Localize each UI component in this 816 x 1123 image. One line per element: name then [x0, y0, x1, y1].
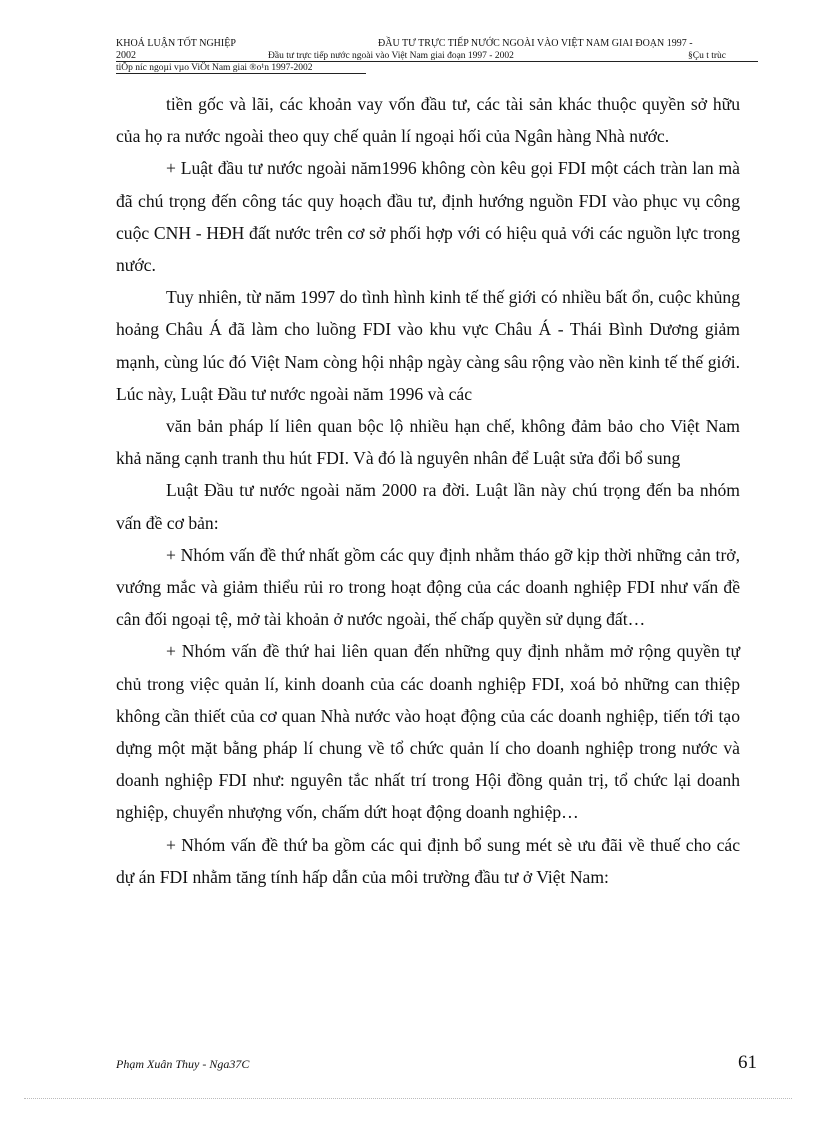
- page-bottom-divider: [24, 1098, 792, 1099]
- paragraph: Luật Đầu tư nước ngoài năm 2000 ra đời. Luật lần này chú trọng đến ba nhóm vấn đề cơ bản:: [116, 480, 740, 533]
- paragraph: + Nhóm vấn đề thứ hai liên quan đến những quy định nhằm mở rộng quyền tự chủ trong việc quản lí, kinh doanh của các doanh nghiệp FDI, xoá bỏ những can thiệp không cần thiết của cơ quan Nhà nước vào hoạt động của các doanh nghiệp, tiến tới tạo dựng một mặt bằng pháp lí chung về tổ chức quản lí cho doanh nghiệp trong nước và doanh nghiệp FDI như: nguyên tắc nhất trí trong Hội đồng quản trị, tổ chức lại doanh nghiệp, chuyển nhượng vốn, chấm dứt hoạt động doanh nghiệp…: [116, 641, 740, 823]
- header-row2-center: Đầu tư trực tiếp nước ngoài vào Việt Nam giai đoạn 1997 - 2002: [268, 51, 514, 61]
- footer-author: Phạm Xuân Thuy - Nga37C: [116, 1057, 250, 1071]
- paragraph: + Nhóm vấn đề thứ ba gồm các qui định bổ sung mét sè ưu đãi về thuế cho các dự án FDI nhằm tăng tính hấp dẫn của môi trường đầu tư ở Việt Nam:: [116, 834, 740, 887]
- paragraph: văn bản pháp lí liên quan bộc lộ nhiều hạn chế, không đảm bảo cho Việt Nam khả năng cạnh tranh thu hút FDI. Và đó là nguyên nhân để Luật sửa đổi bổ sung: [116, 416, 740, 469]
- header-right-title: ĐẦU TƯ TRỰC TIẾP NƯỚC NGOÀI VÀO VIỆT NAM GIAI ĐOẠN 1997 -: [378, 38, 693, 49]
- paragraph: Tuy nhiên, từ năm 1997 do tình hình kinh tế thế giới có nhiều bất ổn, cuộc khủng hoảng Châu Á đã làm cho luồng FDI vào khu vực Châu Á - Thái Bình Dương giảm mạnh, cùng lúc đó Việt Nam còng hội nhập ngày càng sâu rộng vào nền kinh tế thế giới. Lúc này, Luật Đầu tư nước ngoài năm 1996 và các: [116, 287, 740, 404]
- running-header: [116, 38, 758, 74]
- page-body: [116, 88, 740, 893]
- paragraph: + Nhóm vấn đề thứ nhất gồm các quy định nhằm tháo gỡ kịp thời những cản trở, vướng mắc và giảm thiểu rủi ro trong hoạt động của các doanh nghiệp FDI như vấn đề cân đối ngoại tệ, mở tài khoản ở nước ngoài, thế chấp quyền sử dụng đất…: [116, 544, 740, 630]
- header-row3: tiÕp níc ngoµi vµo ViÖt Nam giai ®o¹n 1997-2002: [116, 63, 313, 73]
- header-row2-right: §Çu t trùc: [688, 51, 726, 61]
- paragraph: tiền gốc và lãi, các khoản vay vốn đầu tư, các tài sản khác thuộc quyền sở hữu của họ ra nước ngoài theo quy chế quản lí ngoại hối của Ngân hàng Nhà nước.: [116, 94, 740, 147]
- header-row2-left: 2002: [116, 50, 136, 61]
- header-rule-2: [116, 73, 366, 74]
- header-row-3: [116, 62, 758, 74]
- header-row-2: [116, 50, 758, 62]
- page-number: 61: [738, 1052, 757, 1073]
- header-row-1: [116, 38, 758, 50]
- paragraph: + Luật đầu tư nước ngoài năm1996 không còn kêu gọi FDI một cách tràn lan mà đã chú trọng đến công tác quy hoạch đầu tư, định hướng nguồn FDI vào phục vụ công cuộc CNH - HĐH đất nước trên cơ sở phối hợp với có hiệu quả với các nguồn lực trong nước.: [116, 158, 740, 276]
- header-left-title: KHOÁ LUẬN TỐT NGHIỆP: [116, 38, 236, 49]
